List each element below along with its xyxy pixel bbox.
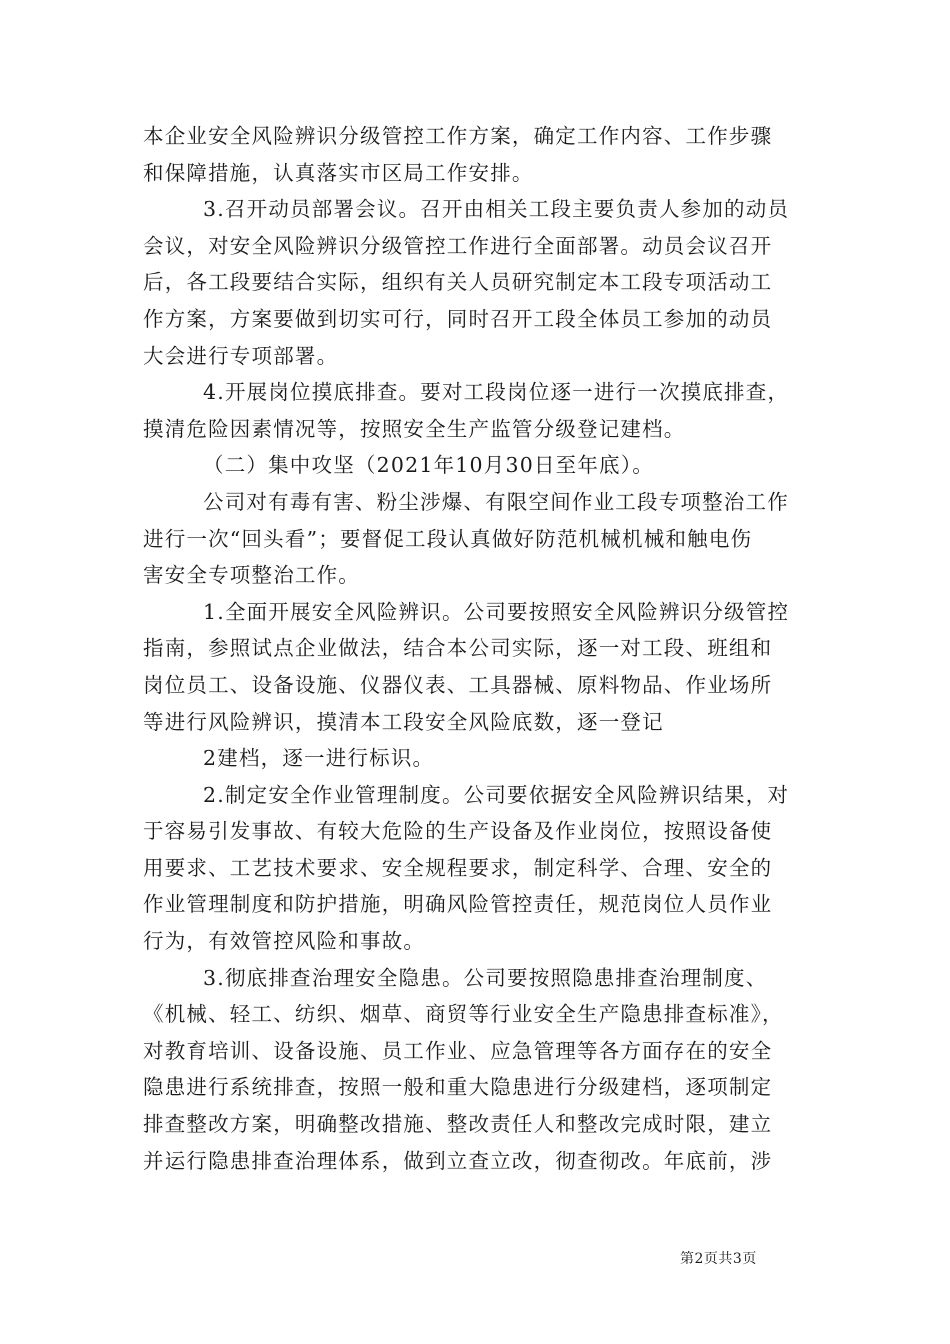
text-line: 害安全专项整治工作。	[143, 563, 360, 588]
text-line: 4.开展岗位摸底排查。要对工段岗位逐一进行一次摸底排查，	[203, 380, 790, 405]
text-line: 3.彻底排查治理安全隐患。公司要按照隐患排查治理制度、	[203, 965, 768, 990]
text-line: 2建档，逐一进行标识。	[203, 746, 435, 771]
text-line: 后，各工段要结合实际，组织有关人员研究制定本工段专项活动工	[143, 270, 773, 295]
text-line: 隐患进行系统排查，按照一般和重大隐患进行分级建档，逐项制定	[143, 1075, 773, 1100]
text-line: 大会进行专项部署。	[143, 343, 339, 368]
text-line: 指南，参照试点企业做法，结合本公司实际，逐一对工段、班组和	[143, 636, 773, 661]
text-line: 《机械、轻工、纺织、烟草、商贸等行业安全生产隐患排查标准》，	[143, 1002, 784, 1027]
text-line: 岗位员工、设备设施、仪器仪表、工具器械、原料物品、作业场所	[143, 672, 773, 697]
text-line: 公司对有毒有害、粉尘涉爆、有限空间作业工段专项整治工作	[203, 489, 789, 514]
text-line: 1.全面开展安全风险辨识。公司要按照安全风险辨识分级管控	[203, 599, 790, 624]
text-line: 和保障措施，认真落实市区局工作安排。	[143, 160, 534, 185]
text-line: 本企业安全风险辨识分级管控工作方案，确定工作内容、工作步骤	[143, 124, 773, 148]
text-line: 会议，对安全风险辨识分级管控工作进行全面部署。动员会议召开	[143, 233, 773, 258]
section-heading: （二）集中攻坚（2021年10月30日至年底）。	[203, 453, 654, 478]
text-line: 于容易引发事故、有较大危险的生产设备及作业岗位，按照设备使	[143, 819, 773, 844]
text-line: 作方案，方案要做到切实可行，同时召开工段全体员工参加的动员	[143, 306, 773, 331]
text-line: 对教育培训、设备设施、员工作业、应急管理等各方面存在的安全	[143, 1038, 773, 1063]
text-line: 用要求、工艺技术要求、安全规程要求，制定科学、合理、安全的	[143, 855, 773, 880]
text-line: 作业管理制度和防护措施，明确风险管控责任，规范岗位人员作业	[143, 892, 773, 917]
text-line: 行为，有效管控风险和事故。	[143, 929, 426, 954]
text-line: 等进行风险辨识，摸清本工段安全风险底数，逐一登记	[143, 709, 664, 734]
text-line: 2.制定安全作业管理制度。公司要依据安全风险辨识结果，对	[203, 782, 790, 807]
text-line: 排查整改方案，明确整改措施、整改责任人和整改完成时限，建立	[143, 1112, 773, 1137]
text-line: 并运行隐患排查治理体系，做到立查立改，彻查彻改。年底前，涉	[143, 1148, 773, 1173]
text-line: 3.召开动员部署会议。召开由相关工段主要负责人参加的动员	[203, 197, 790, 222]
page-number: 第2页共3页	[680, 1251, 757, 1267]
text-line: 摸清危险因素情况等，按照安全生产监管分级登记建档。	[143, 416, 686, 441]
document-body	[143, 118, 813, 1179]
text-line: 进行一次“回头看”；要督促工段认真做好防范机械机械和触电伤	[143, 526, 753, 551]
